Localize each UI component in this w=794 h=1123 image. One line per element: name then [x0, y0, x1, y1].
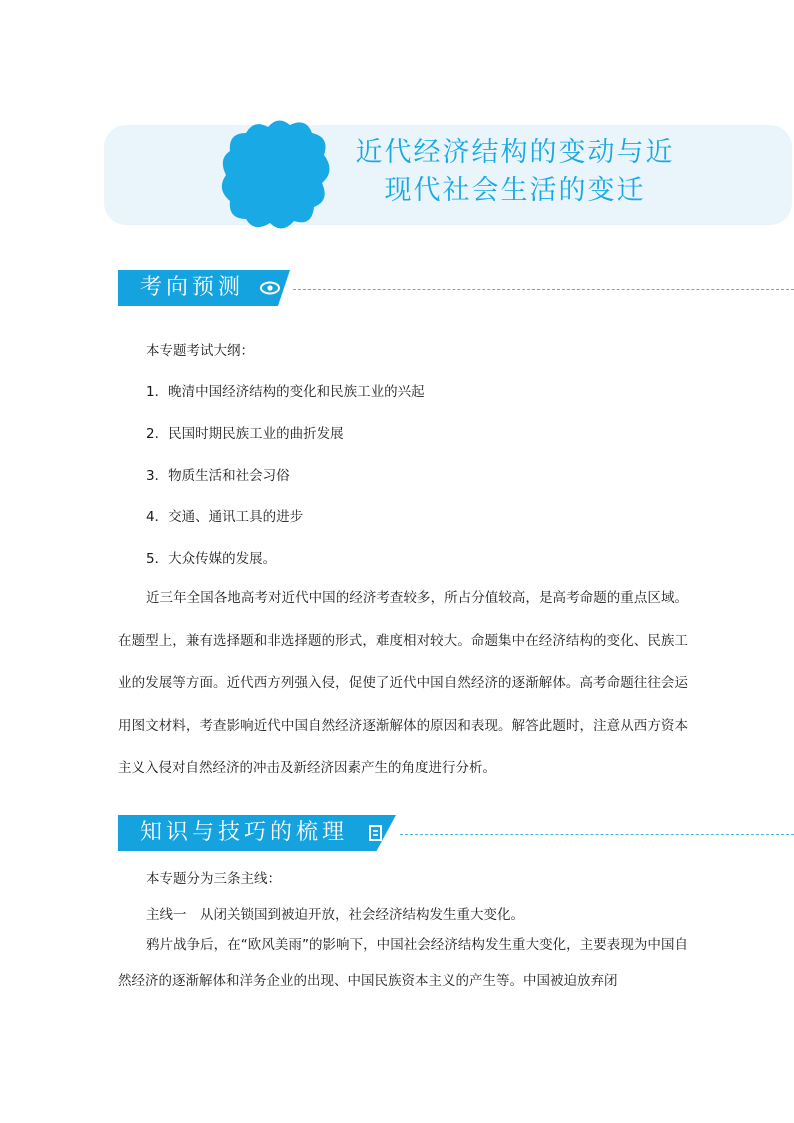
document-icon: [366, 824, 386, 842]
body-paragraph: [118, 927, 688, 999]
title-line-2: 现代社会生活的变迁: [384, 175, 646, 206]
section-heading: 考向预测: [140, 275, 245, 300]
section-heading: 知识与技巧的梳理: [140, 820, 349, 845]
outline-intro: 本专题考试大纲：: [146, 343, 254, 359]
section-divider: [400, 834, 794, 835]
document-title: [340, 134, 690, 210]
outline-item: 3．物质生活和社会习俗: [146, 468, 290, 484]
title-line-1: 近代经济结构的变动与近: [355, 137, 675, 168]
outline-item: 4．交通、通讯工具的进步: [146, 509, 304, 525]
analysis-text: 近三年全国各地高考对近代中国的经济考查较多，所占分值较高，是高考命题的重点区域。在题型上，兼有选择题和非选择题的形式，难度相对较大。命题集中在经济结构的变化、民族工业的发展等方面。近代西方列强入侵，促使了近代中国自然经济的逐渐解体。高考命题往往会运用图文材料，考查影响近代中国自然经济逐渐解体的原因和表现。解答此题时，注意从西方资本主义入侵对自然经济的冲击及新经济因素产生的角度进行分析。: [118, 590, 688, 776]
eye-icon: [260, 279, 280, 297]
mainline-intro: 本专题分为三条主线：: [146, 871, 281, 887]
section-header-forecast: [118, 270, 794, 306]
outline-item: 1．晚清中国经济结构的变化和民族工业的兴起: [146, 384, 425, 400]
cloud-badge-icon: [216, 115, 334, 235]
outline-item: 5．大众传媒的发展。: [146, 551, 277, 567]
analysis-paragraph: [118, 577, 688, 790]
outline-item: 2．民国时期民族工业的曲折发展: [146, 426, 344, 442]
section-header-knowledge: [118, 815, 794, 851]
section-divider: [293, 289, 794, 290]
mainline-1: 主线一 从闭关锁国到被迫开放，社会经济结构发生重大变化。: [146, 907, 524, 923]
body-text: 鸦片战争后，在“欧风美雨”的影响下，中国社会经济结构发生重大变化，主要表现为中国自然经济的逐渐解体和洋务企业的出现、中国民族资本主义的产生等。中国被迫放弃闭: [118, 937, 688, 989]
